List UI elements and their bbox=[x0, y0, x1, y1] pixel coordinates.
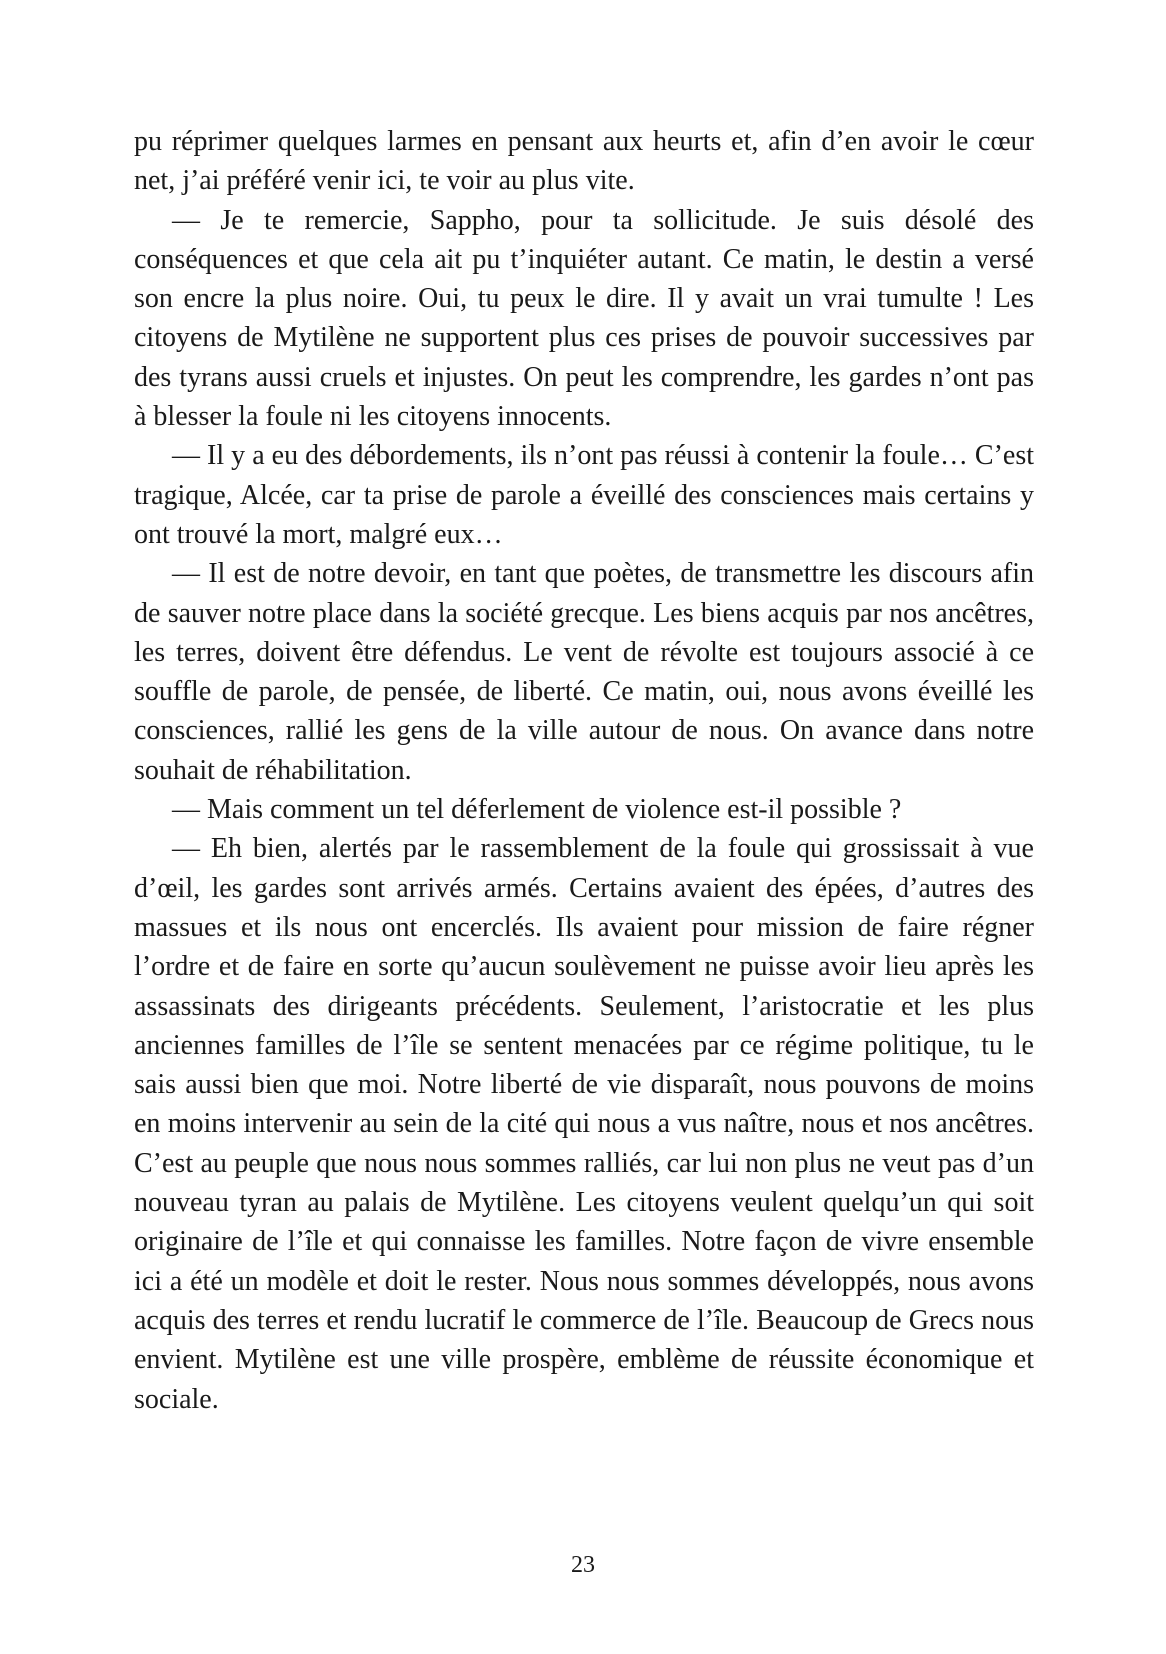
paragraph: pu réprimer quelques larmes en pensant aux heurts et, afin d’en avoir le cœur net, j’ai préféré venir ici, te voir au plus vite. bbox=[134, 126, 1034, 197]
paragraph: — Je te remercie, Sappho, pour ta sollicitude. Je suis désolé des conséquences et que cela ait pu t’inquiéter autant. Ce matin, le destin a versé son encre la plus noire. Oui, tu peux le dire. Il y avait un vrai tumulte ! Les citoyens de Mytilène ne supportent plus ces prises de pouvoir successives par des tyrans aussi cruels et injustes. On peut les comprendre, les gardes n’ont pas à blesser la foule ni les citoyens innocents. bbox=[134, 204, 1034, 433]
page-number: 23 bbox=[571, 1552, 595, 1578]
body-text bbox=[134, 122, 1034, 1419]
paragraph: — Mais comment un tel déferlement de violence est-il possible ? bbox=[172, 794, 902, 826]
paragraph: — Il est de notre devoir, en tant que poètes, de transmettre les discours afin de sauver notre place dans la société grecque. Les biens acquis par nos ancêtres, les terres, doivent être défendus. Le vent de révolte est toujours associé à ce souffle de parole, de pensée, de liberté. Ce matin, oui, nous avons éveillé les consciences, rallié les gens de la ville autour de nous. On avance dans notre souhait de réhabilitation. bbox=[134, 558, 1034, 786]
paragraph: — Il y a eu des débordements, ils n’ont pas réussi à contenir la foule… C’est tragique, Alcée, car ta prise de parole a éveillé des consciences mais certains y ont trouvé la mort, malgré eux… bbox=[134, 440, 1034, 550]
paragraph: — Eh bien, alertés par le rassemblement de la foule qui grossissait à vue d’œil, les gardes sont arrivés armés. Certains avaient des épées, d’autres des massues et ils nous ont encerclés. Ils avaient pour mission de faire régner l’ordre et de faire en sorte qu’aucun soulèvement ne puisse avoir lieu après les assassinats des dirigeants précédents. Seulement, l’aristocratie et les plus anciennes familles de l’île se sentent menacées par ce régime politique, tu le sais aussi bien que moi. Notre liberté de vie disparaît, nous pouvons de moins en moins intervenir au sein de la cité qui nous a vus naître, nous et nos ancêtres. C’est au peuple que nous nous sommes ralliés, car lui non plus ne veut pas d’un nouveau tyran au palais de Mytilène. Les citoyens veulent quelqu’un qui soit originaire de l’île et qui connaisse les familles. Notre façon de vivre ensemble ici a été un modèle et doit le rester. Nous nous sommes développés, nous avons acquis des terres et rendu lucratif le commerce de l’île. Beaucoup de Grecs nous envient. Mytilène est une ville prospère, emblème de réussite économique et sociale. bbox=[134, 833, 1034, 1415]
